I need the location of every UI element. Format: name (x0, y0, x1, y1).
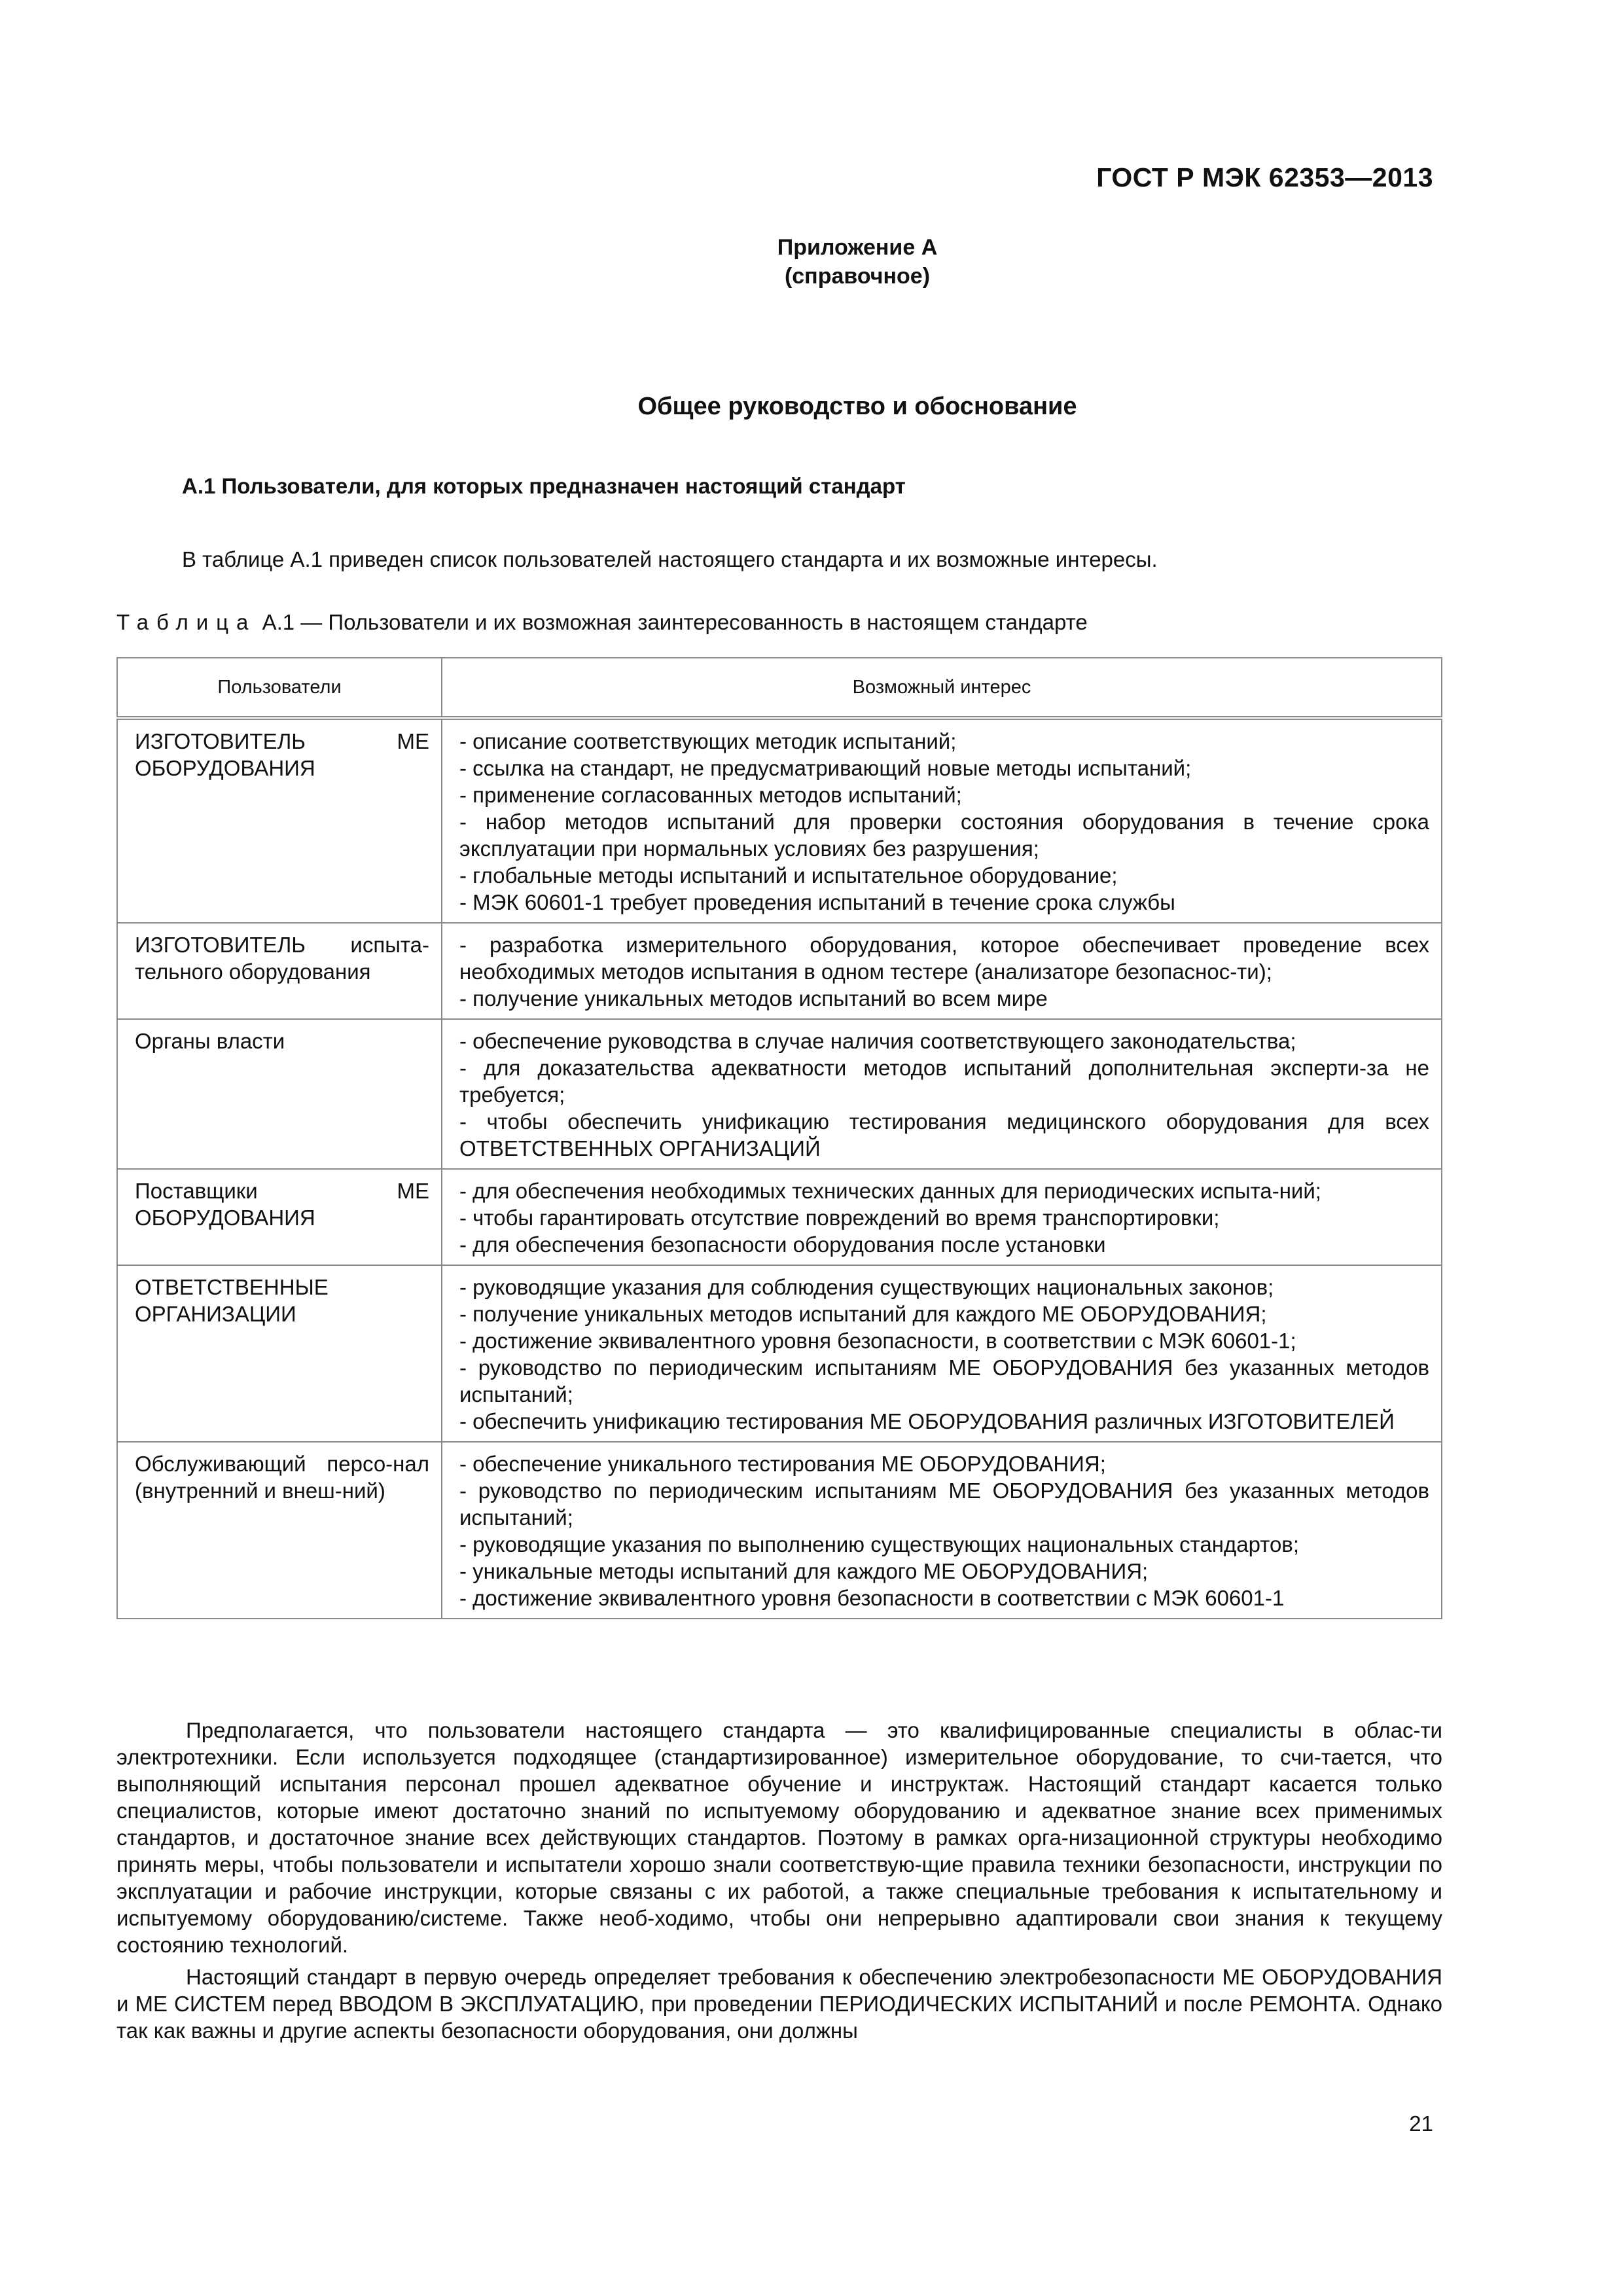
interest-item: - для обеспечения необходимых технических данных для периодических испыта-ний; (459, 1179, 1321, 1203)
interest-item: - описание соответствующих методик испытаний; (459, 729, 957, 753)
interest-item: - обеспечение руководства в случае наличия соответствующего законодательства; (459, 1029, 1296, 1053)
interest-cell (442, 1169, 1442, 1265)
user-cell: ИЗГОТОВИТЕЛЬ МЕ ОБОРУДОВАНИЯ (117, 718, 442, 923)
table-row (117, 1265, 1442, 1442)
interest-item: - применение согласованных методов испытаний; (459, 783, 962, 807)
appendix-type: (справочное) (784, 264, 931, 289)
table-caption-text: А.1 — Пользователи и их возможная заинтересованность в настоящем стандарте (262, 610, 1088, 634)
interest-cell (442, 1265, 1442, 1442)
user-cell: Органы власти (117, 1019, 442, 1169)
interest-item: - для доказательства адекватности методов испытаний дополнительная эксперти-за не требуется; (459, 1056, 1429, 1107)
table-row (117, 1442, 1442, 1619)
body-paragraph: Настоящий стандарт в первую очередь определяет требования к обеспечению электробезопасности МЕ ОБОРУДОВАНИЯ и МЕ СИСТЕМ перед ВВОДОМ В ЭКСПЛУАТАЦИЮ, при проведении ПЕРИОДИЧЕСКИХ ИСПЫТАНИЙ и после РЕМОНТА. Однако так как важны и другие аспекты безопасности оборудования, они должны (116, 1965, 1442, 2043)
interest-item: - глобальные методы испытаний и испытательное оборудование; (459, 863, 1118, 888)
column-header-interest: Возможный интерес (442, 658, 1442, 718)
interest-item: - руководство по периодическим испытаниям МЕ ОБОРУДОВАНИЯ без указанных методов испытаний; (459, 1479, 1429, 1530)
body-paragraph: Предполагается, что пользователи настоящего стандарта — это квалифицированные специалисты в облас-ти электротехники. Если используется подходящее (стандартизированное) измерительное оборудование, то счи-тается, что выполняющий испытания персонал прошел адекватное обучение и инструктаж. Настоящий стандарт касается только специалистов, которые имеют достаточно знаний по испытуемому оборудованию и адекватное знание всех применимых стандартов, и достаточное знание всех действующих стандартов. Поэтому в рамках орга-низационной структуры необходимо принять меры, чтобы пользователи и испытатели хорошо знали соответствую-щие правила техники безопасности, инструкции по эксплуатации и рабочие инструкции, которые связаны с их работой, а также специальные требования к испытательному и испытуемому оборудованию/системе. Также необ-ходимо, чтобы они непрерывно адаптировали свои знания к текущему состоянию технологий. (116, 1718, 1442, 1957)
users-table (116, 657, 1442, 1619)
main-title: Общее руководство и обоснование (637, 393, 1077, 420)
interest-item: - достижение эквивалентного уровня безопасности в соответствии с МЭК 60601-1 (459, 1586, 1285, 1610)
table-row (117, 923, 1442, 1019)
interest-item: - достижение эквивалентного уровня безопасности, в соответствии с МЭК 60601-1; (459, 1329, 1296, 1353)
table-header-row (117, 658, 1442, 718)
table-caption-label: Таблица (116, 610, 257, 634)
table-caption (116, 610, 1088, 635)
column-header-users: Пользователи (117, 658, 442, 718)
user-cell: Поставщики МЕ ОБОРУДОВАНИЯ (117, 1169, 442, 1265)
interest-item: - руководство по периодическим испытаниям МЕ ОБОРУДОВАНИЯ без указанных методов испытаний; (459, 1355, 1429, 1407)
interest-cell (442, 1019, 1442, 1169)
interest-item: - чтобы обеспечить унификацию тестирования медицинского оборудования для всех ОТВЕТСТВЕННЫХ ОРГАНИЗАЦИЙ (459, 1109, 1429, 1160)
user-cell: Обслуживающий персо-нал (внутренний и внеш-ний) (117, 1442, 442, 1619)
interest-item: - обеспечить унификацию тестирования МЕ ОБОРУДОВАНИЯ различных ИЗГОТОВИТЕЛЕЙ (459, 1409, 1395, 1433)
interest-item: - разработка измерительного оборудования, которое обеспечивает проведение всех необходимых методов испытания в одном тестере (анализаторе безопаснос-ти); (459, 933, 1429, 984)
intro-paragraph: В таблице А.1 приведен список пользователей настоящего стандарта и их возможные интересы. (182, 547, 1158, 571)
section-title: А.1 Пользователи, для которых предназначен настоящий стандарт (182, 474, 906, 498)
interest-cell (442, 923, 1442, 1019)
user-cell: ОТВЕТСТВЕННЫЕ ОРГАНИЗАЦИИ (117, 1265, 442, 1442)
table-row (117, 1169, 1442, 1265)
appendix-heading (0, 233, 1623, 291)
interest-item: - получение уникальных методов испытаний во всем мире (459, 986, 1048, 1011)
interest-item: - обеспечение уникального тестирования МЕ ОБОРУДОВАНИЯ; (459, 1452, 1106, 1476)
interest-item: - руководящие указания по выполнению существующих национальных стандартов; (459, 1532, 1300, 1556)
table-row (117, 718, 1442, 923)
interest-item: - для обеспечения безопасности оборудования после установки (459, 1232, 1106, 1257)
appendix-title: Приложение А (777, 235, 938, 260)
document-code: ГОСТ Р МЭК 62353—2013 (1096, 162, 1433, 192)
interest-item: - чтобы гарантировать отсутствие повреждений во время транспортировки; (459, 1206, 1220, 1230)
interest-cell (442, 718, 1442, 923)
table-row (117, 1019, 1442, 1169)
page-number: 21 (1409, 2111, 1433, 2136)
interest-item: - уникальные методы испытаний для каждого МЕ ОБОРУДОВАНИЯ; (459, 1559, 1149, 1583)
body-text (116, 1717, 1442, 2049)
interest-cell (442, 1442, 1442, 1619)
interest-item: - МЭК 60601-1 требует проведения испытаний в течение срока службы (459, 890, 1175, 914)
interest-item: - получение уникальных методов испытаний для каждого МЕ ОБОРУДОВАНИЯ; (459, 1302, 1267, 1326)
user-cell: ИЗГОТОВИТЕЛЬ испыта-тельного оборудования (117, 923, 442, 1019)
interest-item: - руководящие указания для соблюдения существующих национальных законов; (459, 1275, 1274, 1299)
interest-item: - набор методов испытаний для проверки состояния оборудования в течение срока эксплуатации при нормальных условиях без разрушения; (459, 810, 1429, 861)
interest-item: - ссылка на стандарт, не предусматривающий новые методы испытаний; (459, 756, 1192, 780)
